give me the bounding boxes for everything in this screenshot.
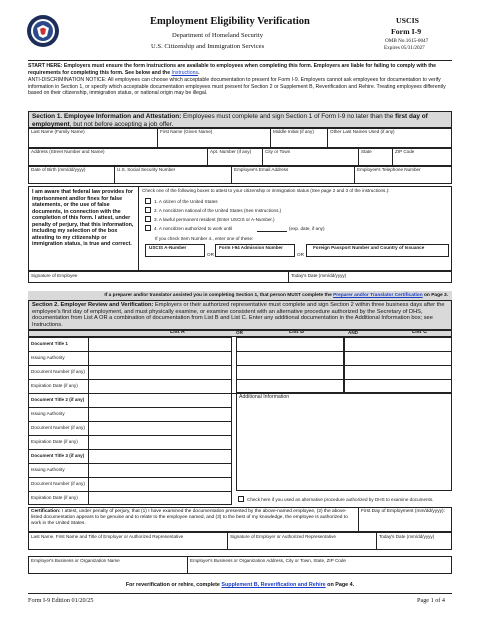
form-title: Employment Eligibility Verification	[150, 16, 310, 27]
doc-title-3[interactable]: Document Title 3 (if any)	[31, 453, 85, 458]
last-name-field[interactable]: Last Name (Family Name)	[31, 129, 85, 134]
section1-title: Section 1. Employee Information and Attestation:	[32, 113, 182, 120]
instructions-link[interactable]: Instructions	[171, 69, 199, 76]
status-checkbox-1[interactable]	[145, 198, 151, 204]
status-option-4: 4. A noncitizen authorized to work until	[154, 226, 233, 231]
doc-number-3[interactable]: Document Number (if any)	[31, 481, 85, 486]
phone-field[interactable]: Employee's Telephone Number	[357, 167, 421, 172]
start-here-text: START HERE: Employers must ensure the form instructions are available to employees when completing this form. Employers are liable for failing to comply with the requirements for completing this form. See below and the	[28, 63, 437, 76]
status-option-1: 1. A citizen of the United States	[154, 199, 218, 204]
business-address-field[interactable]: Employer's Business or Organization Address, City or Town, State, ZIP Code	[190, 558, 346, 563]
list-b-header: List B	[289, 329, 304, 335]
employee-signature-field[interactable]: Signature of Employee	[31, 273, 78, 278]
section2-header: Section 2. Employer Review and Verification: Employers or their authorized representative must complete and sign Section 2 within three business days after the employee's first day of employment, and must physically examine, or examine consistent with an alternative procedure authorized by the Secretary of DHS, documentation from List A OR a combination of documentation from List B and List C. Enter any additional documentation in the Additional Information box; see Instructions.	[28, 300, 452, 330]
employee-signature-row	[28, 271, 452, 283]
supplement-b-link[interactable]: Supplement B, Reverification and Rehire	[221, 582, 326, 588]
section2-title: Section 2. Employer Review and Verification:	[32, 302, 154, 308]
middle-initial-field[interactable]: Middle Initial (if any)	[273, 129, 314, 134]
ssn-field[interactable]: U.S. Social Security Number	[117, 167, 176, 172]
page-number: Page 1 of 4	[417, 597, 446, 604]
representative-date-field[interactable]: Today's Date (mm/dd/yyyy)	[379, 534, 435, 539]
issuing-authority-3[interactable]: Issuing Authority	[31, 467, 65, 472]
start-here-notice: START HERE: Employers must ensure the form instructions are available to employees when completing this form. Employers are liable for failing to comply with the requirements for completing this form. See below and the Instructions.	[28, 63, 437, 76]
expiration-1[interactable]: Expiration Date (if any)	[31, 383, 78, 388]
employee-date-field[interactable]: Today's Date (mm/dd/yyyy)	[291, 273, 347, 278]
item4-instruction: If you check Item Number 4., enter one of these:	[155, 236, 254, 241]
preparer-notice: If a preparer and/or translator assisted you in completing Section 1, that person MUST complete the Preparer and/or Translator Certification on Page 3.	[28, 291, 452, 300]
first-day-field[interactable]: First Day of Employment (mm/dd/yyyy):	[361, 509, 445, 514]
additional-information-label: Additional Information	[239, 394, 290, 400]
address-field[interactable]: Address (Street Number and Name)	[31, 149, 105, 154]
status-checkbox-2[interactable]	[145, 207, 151, 213]
representative-name-field[interactable]: Last Name, First Name and Title of Employer or Authorized Representative	[31, 534, 184, 539]
status-option-3: 3. A lawful permanent resident (Enter USCIS or A-Number.)	[154, 217, 275, 222]
additional-information-box[interactable]	[236, 393, 452, 491]
expiration-2[interactable]: Expiration Date (if any)	[31, 439, 78, 444]
list-c-header: List C	[412, 329, 427, 335]
form-number: Form I-9	[391, 27, 422, 36]
dhs-seal-icon	[26, 14, 60, 48]
and-label: AND	[348, 330, 358, 335]
issuing-authority-1[interactable]: Issuing Authority	[31, 355, 65, 360]
expiration: Expires 05/31/2027	[384, 45, 425, 51]
rehire-note: For reverification or rehire, complete Supplement B, Reverification and Rehire on Page 4.	[125, 582, 355, 588]
department-name: Department of Homeland Security	[172, 32, 264, 39]
alternative-procedure-label: Check here if you used an alternative procedure authorized by DHS to examine documents.	[247, 497, 434, 502]
status-checkbox-4[interactable]	[145, 225, 151, 231]
state-field[interactable]: State	[361, 149, 372, 154]
uscis-label: USCIS	[396, 16, 419, 25]
doc-title-2[interactable]: Document Title 2 (if any)	[31, 397, 85, 402]
expiration-3[interactable]: Expiration Date (if any)	[31, 495, 78, 500]
issuing-authority-2[interactable]: Issuing Authority	[31, 411, 65, 416]
dob-field[interactable]: Date of Birth (mm/dd/yyyy)	[31, 167, 86, 172]
exp-date-label: (exp. date, if any)	[289, 226, 325, 231]
list-a-header: List A	[170, 329, 185, 335]
agency-name: U.S. Citizenship and Immigration Services	[151, 43, 265, 50]
zip-field[interactable]: ZIP Code	[395, 149, 415, 154]
city-field[interactable]: City or Town	[265, 149, 291, 154]
first-name-field[interactable]: First Name (Given Name)	[160, 129, 213, 134]
perjury-statement: I am aware that federal law provides for imprisonment and/or fines for false statements, or the use of false documents, in connection with the completion of this form. I attest, under penalty of perjury, that this information, including my selection of the box attesting to my citizenship or immigration status, is true and correct.	[32, 189, 134, 247]
status-option-2: 2. A noncitizen national of the United States (See Instructions.)	[154, 208, 282, 213]
or-label: OR	[236, 330, 243, 335]
apt-field[interactable]: Apt. Number (if any)	[210, 149, 252, 154]
preparer-certification-link[interactable]: Preparer and/or Translator Certification	[333, 293, 423, 298]
anti-discrimination-notice: ANTI-DISCRIMINATION NOTICE: All employees can choose which acceptable documentation to present for Form I-9. Employers cannot ask employees for documentation to verify information in Section 1, or specify which acceptable documentation employees must present for Section 2 or Supplement B, Reverification and Rehire. Treating employees differently based on their citizenship, immigration status, or national origin may be illegal.	[28, 77, 446, 97]
doc-number-2[interactable]: Document Number (if any)	[31, 425, 85, 430]
certification-text: Certification: I attest, under penalty of perjury, that (1) I have examined the documentation presented by the above-named employee, (2) the above-listed documentation appears to be genuine and to relate to the employee named, and (3) to the best of my knowledge, the employee is authorized to work in the United States.	[31, 509, 348, 526]
doc-title-1[interactable]: Document Title 1	[31, 341, 68, 346]
doc-number-1[interactable]: Document Number (if any)	[31, 369, 85, 374]
edition-label: Form I-9 Edition 01/20/25	[28, 597, 94, 604]
check-one-instruction: Check one of the following boxes to attest to your citizenship or immigration status (See page 2 and 3 of the instructions.):	[142, 188, 390, 193]
representative-signature-field[interactable]: Signature of Employer or Authorized Representative	[230, 534, 336, 539]
omb-number: OMB No.1615-0047	[385, 38, 429, 44]
alternative-procedure-checkbox[interactable]	[238, 496, 244, 502]
other-last-names-field[interactable]: Other Last Names Used (if any)	[330, 129, 395, 134]
section1-header: Section 1. Employee Information and Attestation: Employees must complete and sign Section 1 of Form I-9 no later than the first day of employment, but not before accepting a job offer.	[28, 111, 452, 128]
status-checkbox-3[interactable]	[145, 216, 151, 222]
business-name-field[interactable]: Employer's Business or Organization Name	[31, 558, 120, 563]
email-field[interactable]: Employee's Email Address	[234, 167, 289, 172]
